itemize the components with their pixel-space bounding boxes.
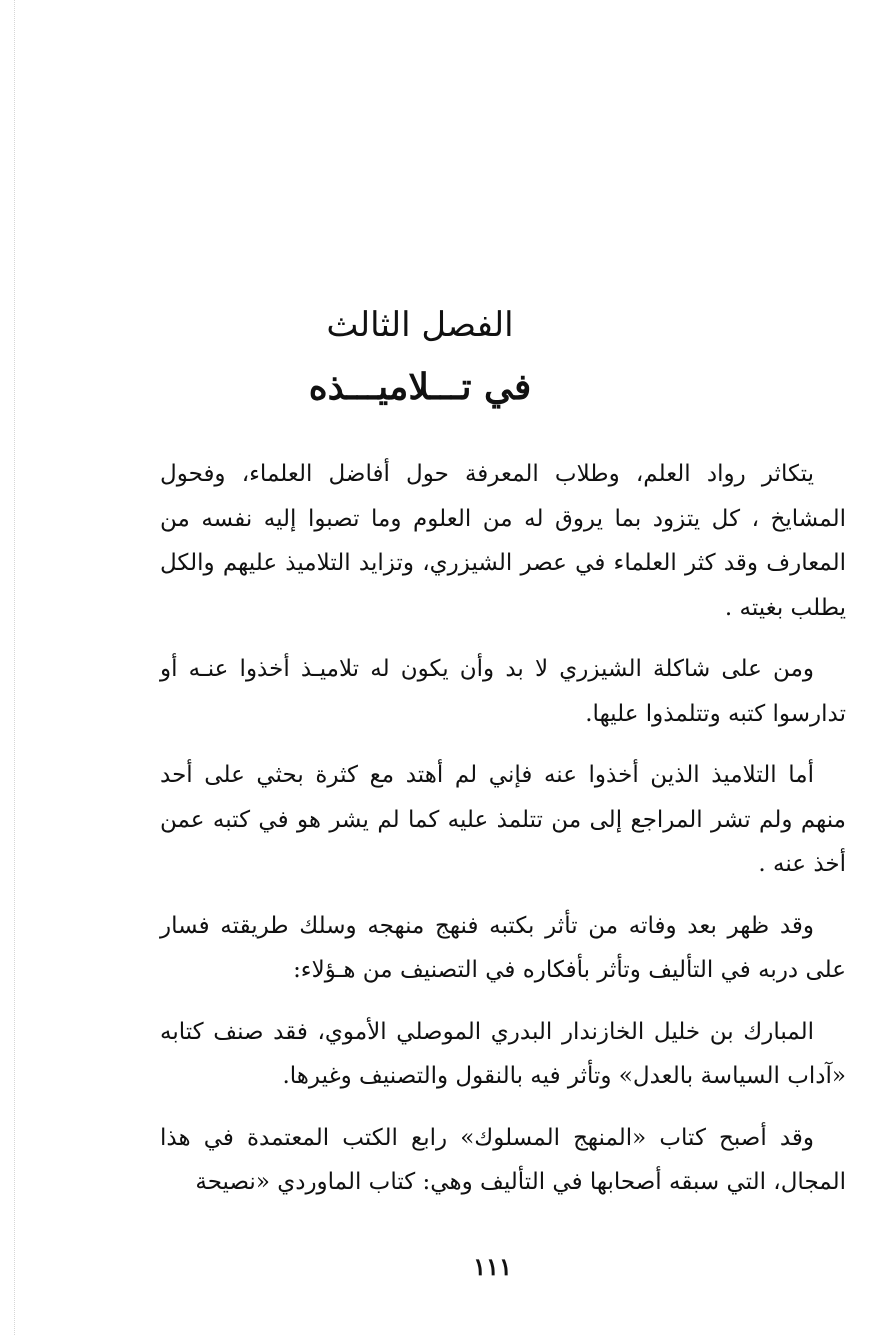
page-number: ١١١	[473, 1252, 512, 1281]
page-edge-line	[14, 0, 15, 1335]
paragraph: أما التلاميذ الذين أخذوا عنه فإني لم أهتد مع كثرة بحثي على أحد منهم ولم تشر المراجع إلى من تتلمذ عليه كما لم يشر هو في كتبه عمن أخذ عنه .	[160, 762, 846, 877]
body-text	[160, 452, 846, 1222]
paragraph: يتكاثر رواد العلم، وطلاب المعرفة حول أفاضل العلماء، وفحول المشايخ ، كل يتزود بما يروق له من العلوم وما تصبوا إليه نفسه من المعارف وقد كثر العلماء في عصر الشيزري، وتزايد التلاميذ عليهم والكل يطلب بغيته .	[160, 461, 846, 621]
paragraph: وقد أصبح كتاب «المنهج المسلوك» رابع الكتب المعتمدة في هذا المجال، التي سبقه أصحابها في التأليف وهي: كتاب الماوردي «نصيحة	[160, 1124, 846, 1195]
paragraph: وقد ظهر بعد وفاته من تأثر بكتبه فنهج منهجه وسلك طريقته فسار على دربه في التأليف وتأثر بأفكاره في التصنيف من هـؤلاء:	[160, 912, 846, 983]
paragraph: ومن على شاكلة الشيزري لا بد وأن يكون له تلاميـذ أخذوا عنـه أو تدارسوا كتبه وتتلمذوا عليها.	[160, 656, 846, 727]
chapter-title: الفصل الثالث	[326, 305, 514, 345]
chapter-subtitle: في تـــلاميـــذه	[308, 366, 532, 408]
paragraph: المبارك بن خليل الخازندار البدري الموصلي الأموي، فقد صنف كتابه «آداب السياسة بالعدل» وتأثر فيه بالنقول والتصنيف وغيرها.	[160, 1018, 846, 1089]
